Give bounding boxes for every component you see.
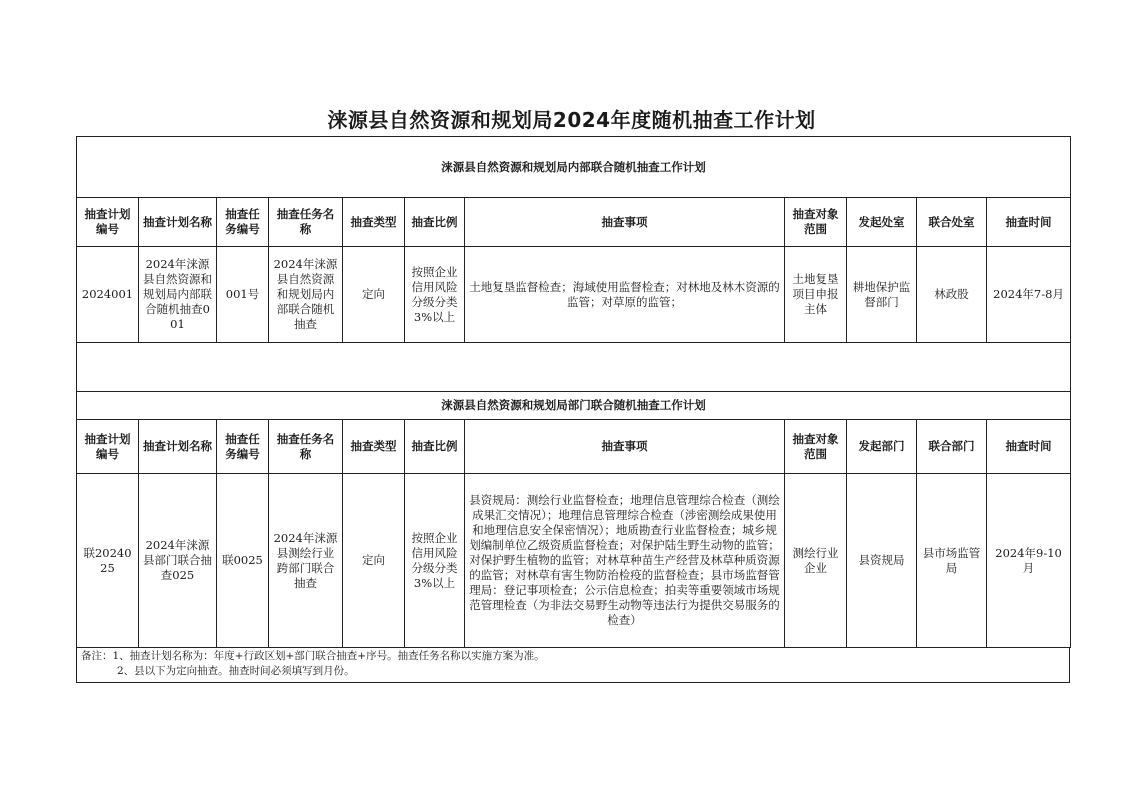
blank-cell: [77, 343, 1071, 392]
task-name-cell: 2024年涞源县自然资源和规划局内部联合随机抽查: [269, 247, 343, 343]
target-scope-cell: 测绘行业企业: [785, 474, 847, 648]
section2-title-row: [77, 392, 1071, 420]
header-cell: 抽查对象范围: [785, 420, 847, 474]
check-ratio-cell: 按照企业信用风险分级分类3%以上: [405, 474, 465, 648]
header-cell: 联合处室: [917, 198, 987, 247]
task-name-cell: 2024年涞源县测绘行业跨部门联合抽查: [269, 474, 343, 648]
header-cell: 抽查时间: [987, 198, 1071, 247]
section2-title: 涞源县自然资源和规划局部门联合随机抽查工作计划: [77, 392, 1071, 420]
header-cell: 抽查类型: [343, 198, 405, 247]
joint-office-cell: 林政股: [917, 247, 987, 343]
header-cell: 抽查比例: [405, 198, 465, 247]
section2-header-row: [77, 420, 1071, 474]
section1-header-row: [77, 198, 1071, 247]
check-time-cell: 2024年9-10月: [987, 474, 1071, 648]
header-cell: 抽查对象范围: [785, 198, 847, 247]
header-cell: 抽查计划名称: [139, 198, 217, 247]
header-cell: 抽查事项: [465, 198, 785, 247]
plan-name-cell: 2024年涞源县自然资源和规划局内部联合随机抽查001: [139, 247, 217, 343]
task-id-cell: 联0025: [217, 474, 269, 648]
table-row: [77, 474, 1071, 648]
note-line: 备注：1、抽查计划名称为：年度+行政区划+部门联合抽查+序号。抽查任务名称以实施方案为准。: [81, 650, 545, 662]
check-items-cell: 土地复垦监督检查；海域使用监督检查；对林地及林木资源的监管；对草原的监管；: [465, 247, 785, 343]
plan-id-cell: 联2024025: [77, 474, 139, 648]
header-cell: 抽查任务编号: [217, 198, 269, 247]
note-line: 2、县以下为定向抽查。抽查时间必须填写到月份。: [117, 665, 355, 677]
plan-table: [76, 136, 1071, 648]
header-cell: 抽查计划名称: [139, 420, 217, 474]
target-scope-cell: 土地复垦项目申报主体: [785, 247, 847, 343]
plan-id-cell: 2024001: [77, 247, 139, 343]
check-type-cell: 定向: [343, 247, 405, 343]
header-cell: 抽查计划编号: [77, 198, 139, 247]
joint-department-cell: 县市场监管局: [917, 474, 987, 648]
header-cell: 抽查比例: [405, 420, 465, 474]
header-cell: 抽查计划编号: [77, 420, 139, 474]
document-title: 涞源县自然资源和规划局2024年度随机抽查工作计划: [327, 108, 816, 132]
header-cell: 抽查时间: [987, 420, 1071, 474]
header-cell: 抽查任务名称: [269, 198, 343, 247]
section1-title-row: [77, 137, 1071, 198]
notes-box: [76, 648, 1070, 683]
check-items-cell: 县资规局：测绘行业监督检查；地理信息管理综合检查（测绘成果汇交情况）；地理信息管理综合检查（涉密测绘成果使用和地理信息安全保密情况）；地质勘查行业监督检查；城乡规划编制单位乙级资质监督检查；对保护陆生野生动物的监管；对保护野生植物的监管；对林草种苗生产经营及林草种质资源的监管；对林草有害生物防治检疫的监督检查；县市场监督管理局：登记事项检查；公示信息检查；拍卖等重要领域市场规范管理检查（为非法交易野生动物等违法行为提供交易服务的检查）: [465, 474, 785, 648]
plan-name-cell: 2024年涞源县部门联合抽查025: [139, 474, 217, 648]
header-cell: 发起处室: [847, 198, 917, 247]
section1-title: 涞源县自然资源和规划局内部联合随机抽查工作计划: [77, 137, 1071, 198]
check-time-cell: 2024年7-8月: [987, 247, 1071, 343]
initiator-cell: 耕地保护监督部门: [847, 247, 917, 343]
header-cell: 抽查类型: [343, 420, 405, 474]
task-id-cell: 001号: [217, 247, 269, 343]
header-cell: 联合部门: [917, 420, 987, 474]
header-cell: 抽查任务名称: [269, 420, 343, 474]
header-cell: 发起部门: [847, 420, 917, 474]
initiator-cell: 县资规局: [847, 474, 917, 648]
blank-row: [77, 343, 1071, 392]
check-ratio-cell: 按照企业信用风险分级分类3%以上: [405, 247, 465, 343]
header-cell: 抽查事项: [465, 420, 785, 474]
check-type-cell: 定向: [343, 474, 405, 648]
header-cell: 抽查任务编号: [217, 420, 269, 474]
table-row: [77, 247, 1071, 343]
